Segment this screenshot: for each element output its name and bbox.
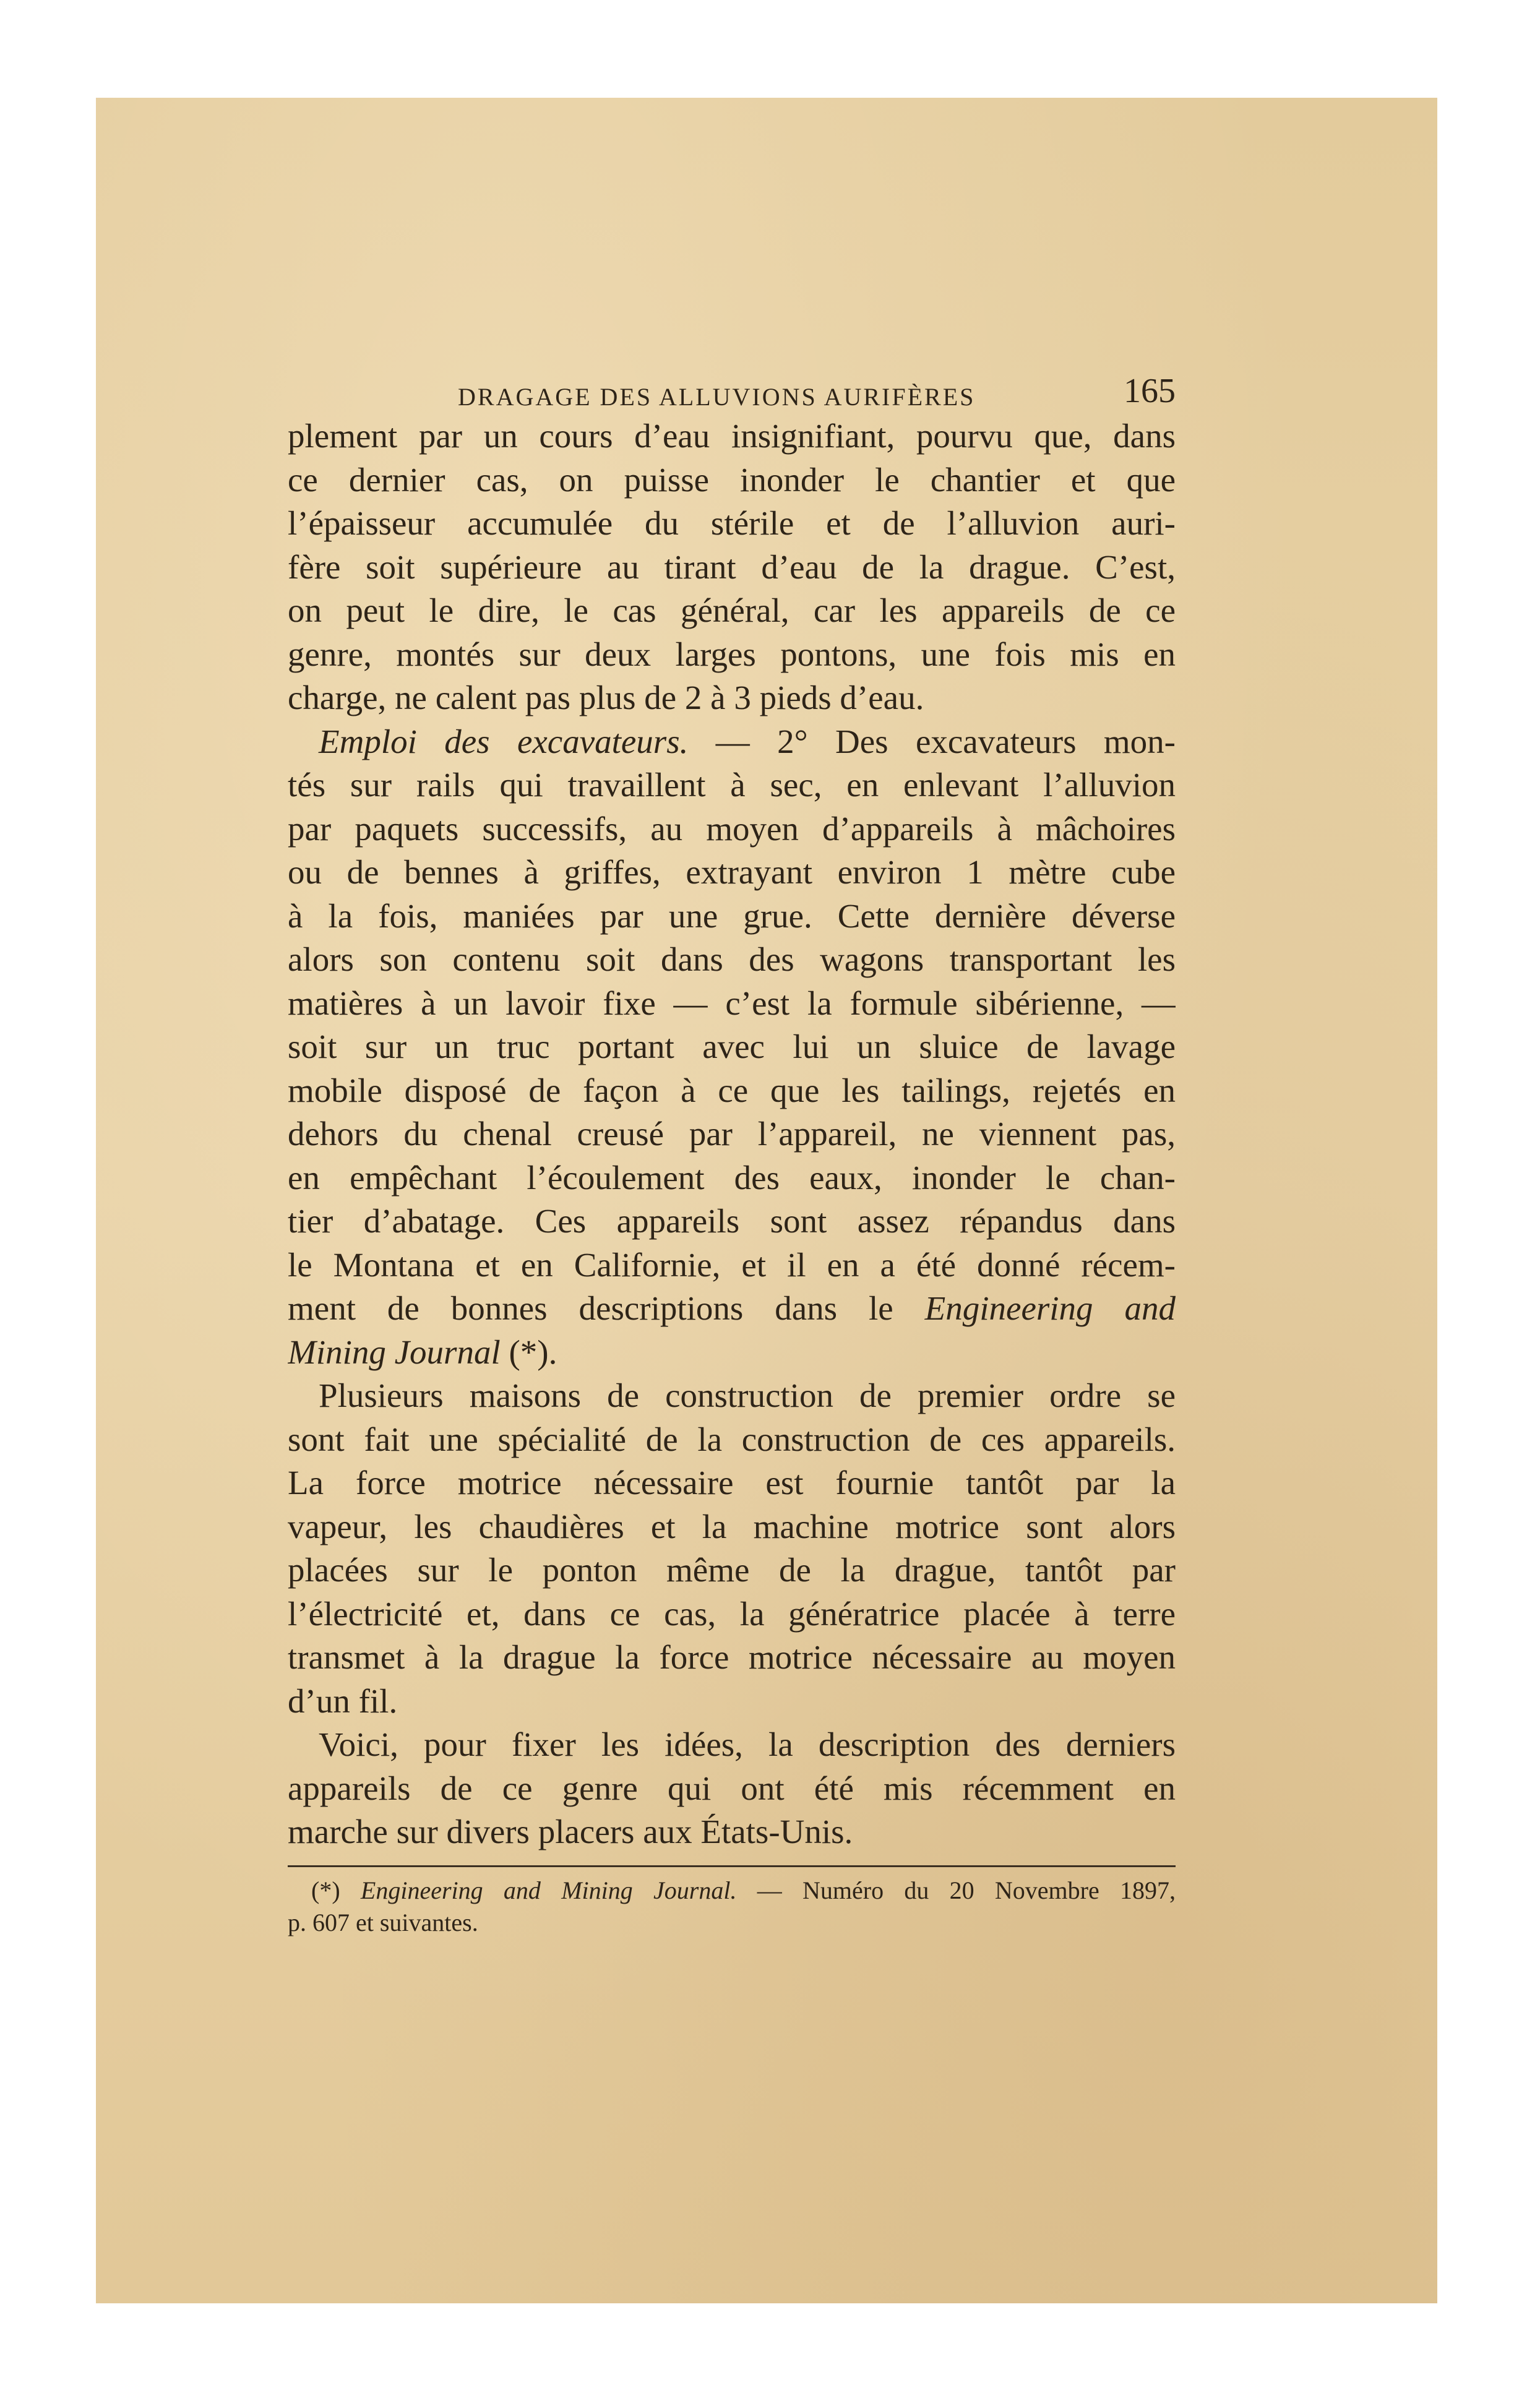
footnote-line	[288, 1875, 1176, 1907]
text-line: marche sur divers placers aux États-Unis.	[288, 1813, 853, 1850]
text-line: l’électricité et, dans ce cas, la génératrice placée à terre	[288, 1594, 1176, 1633]
text-line: on peut le dire, le cas général, car les appareils de ce	[288, 591, 1176, 629]
text-line: d’un fil.	[288, 1682, 398, 1720]
footnote	[288, 1875, 1176, 1939]
page-content	[288, 371, 1176, 1939]
text-line: alors son contenu soit dans des wagons transportant les	[288, 940, 1176, 978]
text-line: transmet à la drague la force motrice nécessaire au moyen	[288, 1638, 1176, 1676]
text-line: par paquets successifs, au moyen d’appareils à mâchoires	[288, 809, 1176, 848]
text-span: — Numéro du 20 Novembre 1897,	[736, 1876, 1176, 1904]
text-line: La force motrice nécessaire est fournie tantôt par la	[288, 1464, 1176, 1502]
text-line: appareils de ce genre qui ont été mis récemment en	[288, 1769, 1176, 1807]
journal-title: Engineering and Mining Journal.	[360, 1876, 737, 1904]
body-text	[288, 415, 1176, 1854]
footnote-reference: (*).	[500, 1333, 557, 1371]
text-line: l’épaisseur accumulée du stérile et de l’alluvion auri-	[288, 504, 1176, 542]
journal-title: Engineering and	[924, 1289, 1176, 1327]
text-span: — 2° Des excavateurs mon-	[688, 722, 1176, 760]
journal-title: Mining Journal	[288, 1333, 501, 1371]
text-line: à la fois, maniées par une grue. Cette dernière déverse	[288, 896, 1176, 935]
text-line	[288, 1331, 1176, 1375]
text-line: soit sur un truc portant avec lui un sluice de lavage	[288, 1028, 1176, 1065]
text-line: tés sur rails qui travaillent à sec, en enlevant l’alluvion	[288, 766, 1176, 804]
text-line: mobile disposé de façon à ce que les tailings, rejetés en	[288, 1071, 1176, 1109]
running-title: DRAGAGE DES ALLUVIONS AURIFÈRES	[458, 383, 976, 411]
text-line: dehors du chenal creusé par l’appareil, ne viennent pas,	[288, 1115, 1176, 1153]
section-heading: Emploi des excavateurs.	[319, 722, 689, 760]
text-span: ment de bonnes descriptions dans le	[288, 1289, 925, 1327]
text-line: en empêchant l’écoulement des eaux, inonder le chan-	[288, 1158, 1176, 1197]
text-line: ce dernier cas, on puisse inonder le chantier et que	[288, 460, 1176, 499]
text-line: le Montana et en Californie, et il en a été donné récem-	[288, 1245, 1176, 1284]
footnote-line: p. 607 et suivantes.	[288, 1908, 478, 1936]
page-number: 165	[1124, 372, 1176, 410]
text-line: charge, ne calent pas plus de 2 à 3 pieds d’eau.	[288, 679, 924, 716]
text-line: ou de bennes à griffes, extrayant environ 1 mètre cube	[288, 853, 1176, 891]
footnote-marker: (*)	[311, 1876, 361, 1904]
text-line	[288, 1287, 1176, 1331]
footnote-rule	[288, 1865, 1176, 1867]
text-line: vapeur, les chaudières et la machine motrice sont alors	[288, 1507, 1176, 1545]
text-line: tier d’abatage. Ces appareils sont assez répandus dans	[288, 1202, 1176, 1240]
paragraph-first-line: Voici, pour fixer les idées, la description des derniers	[319, 1725, 1176, 1763]
paragraph-first-line: Plusieurs maisons de construction de premier ordre se	[319, 1377, 1176, 1414]
text-line: matières à un lavoir fixe — c’est la formule sibérienne, —	[288, 984, 1176, 1022]
text-line: sont fait une spécialité de la construction de ces appareils.	[288, 1420, 1176, 1458]
paragraph-first-line	[288, 720, 1176, 764]
text-line: plement par un cours d’eau insignifiant, pourvu que, dans	[288, 417, 1176, 455]
text-line: genre, montés sur deux larges pontons, une fois mis en	[288, 635, 1176, 673]
running-header	[288, 371, 1176, 415]
text-line: placées sur le ponton même de la drague, tantôt par	[288, 1551, 1176, 1589]
text-line: fère soit supérieure au tirant d’eau de la drague. C’est,	[288, 548, 1176, 586]
